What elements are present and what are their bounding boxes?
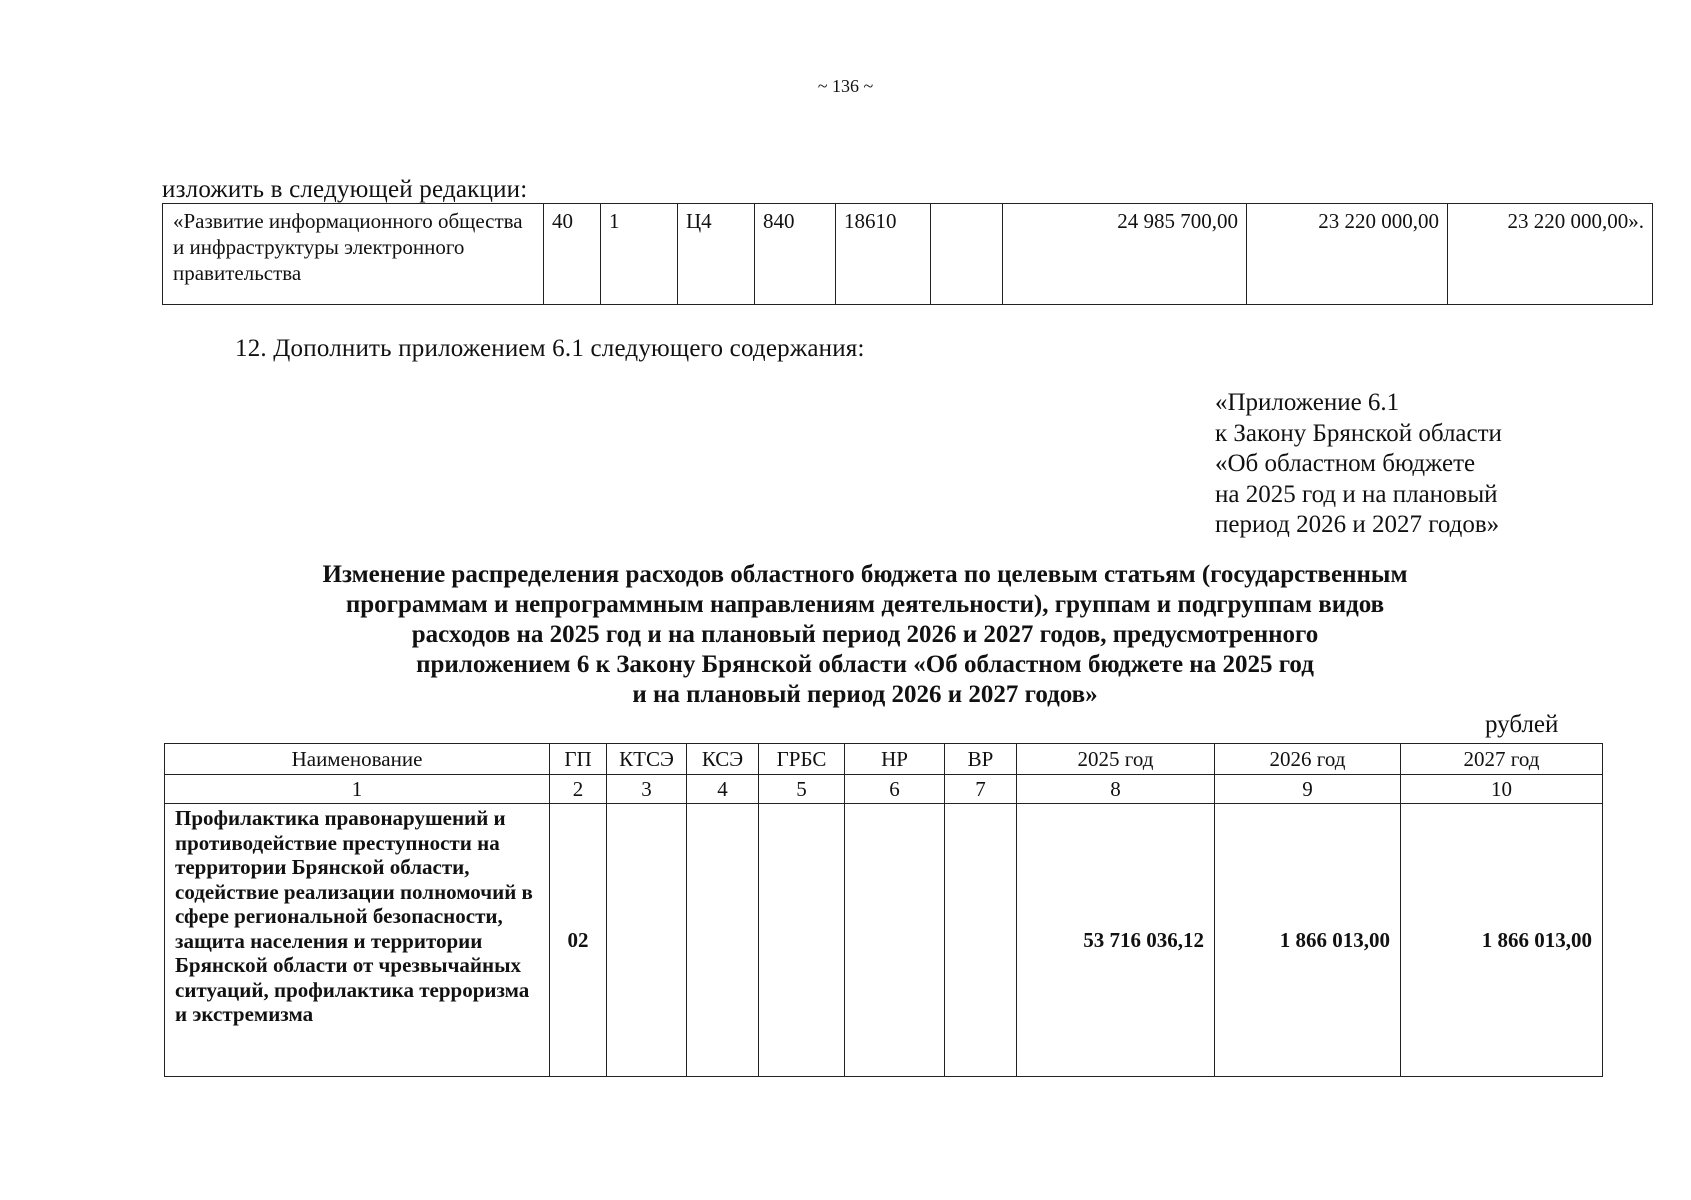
program-ktse <box>607 804 687 1077</box>
column-index: 6 <box>845 775 945 804</box>
program-vr <box>945 804 1017 1077</box>
column-index: 1 <box>165 775 550 804</box>
title-line: приложением 6 к Закону Брянской области «Об областном бюджете на 2025 год <box>416 651 1314 678</box>
column-index-row <box>165 775 1603 804</box>
title-line: Изменение распределения расходов областного бюджета по целевым статьям (государственным <box>322 561 1408 588</box>
budget-table <box>164 743 1603 1077</box>
column-index: 9 <box>1215 775 1401 804</box>
row-vr <box>931 204 1003 305</box>
program-2027: 1 866 013,00 <box>1401 804 1603 1077</box>
row-nr: 18610 <box>836 204 931 305</box>
item-text: 12. Дополнить приложением 6.1 следующего содержания: <box>235 335 865 362</box>
page-number: ~ 136 ~ <box>817 76 874 96</box>
table-row <box>165 804 1603 1077</box>
row-kse: Ц4 <box>678 204 755 305</box>
column-index: 10 <box>1401 775 1603 804</box>
header-gp: ГП <box>550 744 607 775</box>
document-title <box>200 560 1530 710</box>
header-name: Наименование <box>165 744 550 775</box>
column-index: 3 <box>607 775 687 804</box>
intro-text: изложить в следующей редакции: <box>162 176 528 203</box>
appendix-line: на 2025 год и на плановый <box>1215 480 1498 508</box>
row-2025: 24 985 700,00 <box>1003 204 1247 305</box>
appendix-line: «Приложение 6.1 <box>1215 389 1400 416</box>
row-2026: 23 220 000,00 <box>1247 204 1448 305</box>
header-kse: КСЭ <box>687 744 759 775</box>
header-vr: ВР <box>945 744 1017 775</box>
column-index: 5 <box>759 775 845 804</box>
program-2025: 53 716 036,12 <box>1017 804 1215 1077</box>
row-gp: 40 <box>544 204 601 305</box>
units-label: рублей <box>1485 711 1559 738</box>
row-ktse: 1 <box>601 204 678 305</box>
header-ktse: КТСЭ <box>607 744 687 775</box>
row-grbs: 840 <box>755 204 836 305</box>
title-line: и на плановый период 2026 и 2027 годов» <box>632 681 1098 708</box>
appendix-line: «Об областном бюджете <box>1215 450 1476 477</box>
title-line: программам и непрограммным направлениям деятельности), группам и подгруппам видов <box>345 591 1385 618</box>
column-index: 4 <box>687 775 759 804</box>
amendment-table <box>162 203 1653 305</box>
program-kse <box>687 804 759 1077</box>
header-nr: НР <box>845 744 945 775</box>
program-name: Профилактика правонарушений и противодействие преступности на территории Брянской области, содействие реализации полномочий в сфере региональной безопасности, защита населения и территории Брянской области от чрезвычайных ситуаций, профилактика терроризма и экстремизма <box>165 804 550 1077</box>
appendix-line: период 2026 и 2027 годов» <box>1215 511 1500 538</box>
row-2027: 23 220 000,00». <box>1448 204 1653 305</box>
row-name: «Развитие информационного общества и инфраструктуры электронного правительства <box>163 204 544 305</box>
header-2026: 2026 год <box>1215 744 1401 775</box>
table-row <box>163 204 1653 305</box>
program-2026: 1 866 013,00 <box>1215 804 1401 1077</box>
column-index: 8 <box>1017 775 1215 804</box>
appendix-line: к Закону Брянской области <box>1215 419 1502 447</box>
column-index: 2 <box>550 775 607 804</box>
program-gp: 02 <box>550 804 607 1077</box>
program-nr <box>845 804 945 1077</box>
header-2027: 2027 год <box>1401 744 1603 775</box>
column-index: 7 <box>945 775 1017 804</box>
appendix-heading <box>1215 388 1502 541</box>
table-header-row <box>165 744 1603 775</box>
title-line: расходов на 2025 год и на плановый период 2026 и 2027 годов, предусмотренного <box>411 621 1319 648</box>
program-grbs <box>759 804 845 1077</box>
header-2025: 2025 год <box>1017 744 1215 775</box>
header-grbs: ГРБС <box>759 744 845 775</box>
